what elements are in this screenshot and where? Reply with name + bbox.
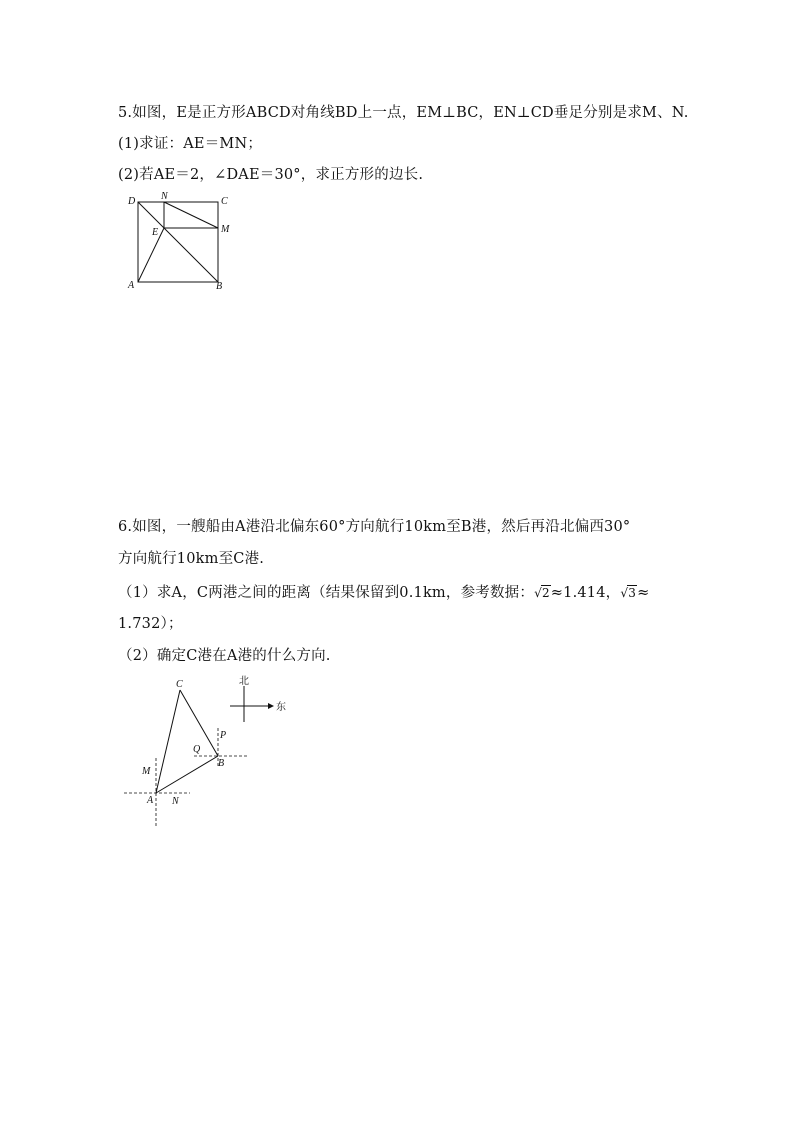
problem6-part2: （2）确定C港在A港的什么方向. bbox=[118, 648, 331, 664]
label-east: 东 bbox=[276, 702, 286, 713]
problem6-part1-text: （1）求A，C两港之间的距离（结果保留到0.1km，参考数据： bbox=[118, 585, 535, 601]
label-m: M bbox=[221, 224, 230, 235]
segment-ae bbox=[138, 228, 164, 282]
problem6-statement-cont: 方向航行10km至C港. bbox=[118, 551, 265, 567]
label-a: A bbox=[128, 280, 135, 291]
label-north: 北 bbox=[239, 676, 249, 687]
label-c: C bbox=[221, 196, 228, 207]
label-c: C bbox=[176, 679, 183, 690]
label-b: B bbox=[216, 281, 223, 292]
label-q: Q bbox=[193, 744, 201, 755]
segment-mn bbox=[164, 202, 218, 228]
compass-rose bbox=[230, 686, 268, 722]
segment-ab bbox=[156, 756, 218, 793]
label-a: A bbox=[147, 795, 154, 806]
navigation-figure bbox=[120, 670, 290, 830]
problem6-part1 bbox=[118, 581, 649, 602]
problem5-statement: 5.如图，E是正方形ABCD对角线BD上一点，EM⊥BC，EN⊥CD垂足分别是求M、N. bbox=[118, 105, 689, 121]
problem6-statement: 6.如图，一艘船由A港沿北偏东60°方向航行10km至B港，然后再沿北偏西30° bbox=[118, 519, 631, 535]
diagonal-bd bbox=[138, 202, 218, 282]
problem5-part1: (1)求证：AE＝MN； bbox=[118, 136, 263, 152]
problem6-part1-cont: 1.732）； bbox=[118, 616, 183, 632]
approx-1414: ≈1.414， bbox=[550, 585, 621, 601]
sqrt-3: √3 bbox=[620, 586, 637, 600]
approx-sign: ≈ bbox=[637, 585, 650, 601]
label-m: M bbox=[142, 766, 151, 777]
label-p: P bbox=[220, 730, 227, 741]
segment-ac bbox=[156, 690, 180, 793]
problem5-part2: (2)若AE＝2，∠DAE＝30°，求正方形的边长. bbox=[118, 167, 424, 183]
label-n: N bbox=[172, 796, 179, 807]
label-d: D bbox=[128, 196, 136, 207]
east-arrow-icon bbox=[268, 703, 274, 709]
sqrt-2: √2 bbox=[534, 586, 550, 600]
label-e: E bbox=[152, 227, 159, 238]
square-figure bbox=[120, 190, 240, 295]
label-n: N bbox=[161, 191, 168, 202]
label-b: B bbox=[218, 758, 225, 769]
